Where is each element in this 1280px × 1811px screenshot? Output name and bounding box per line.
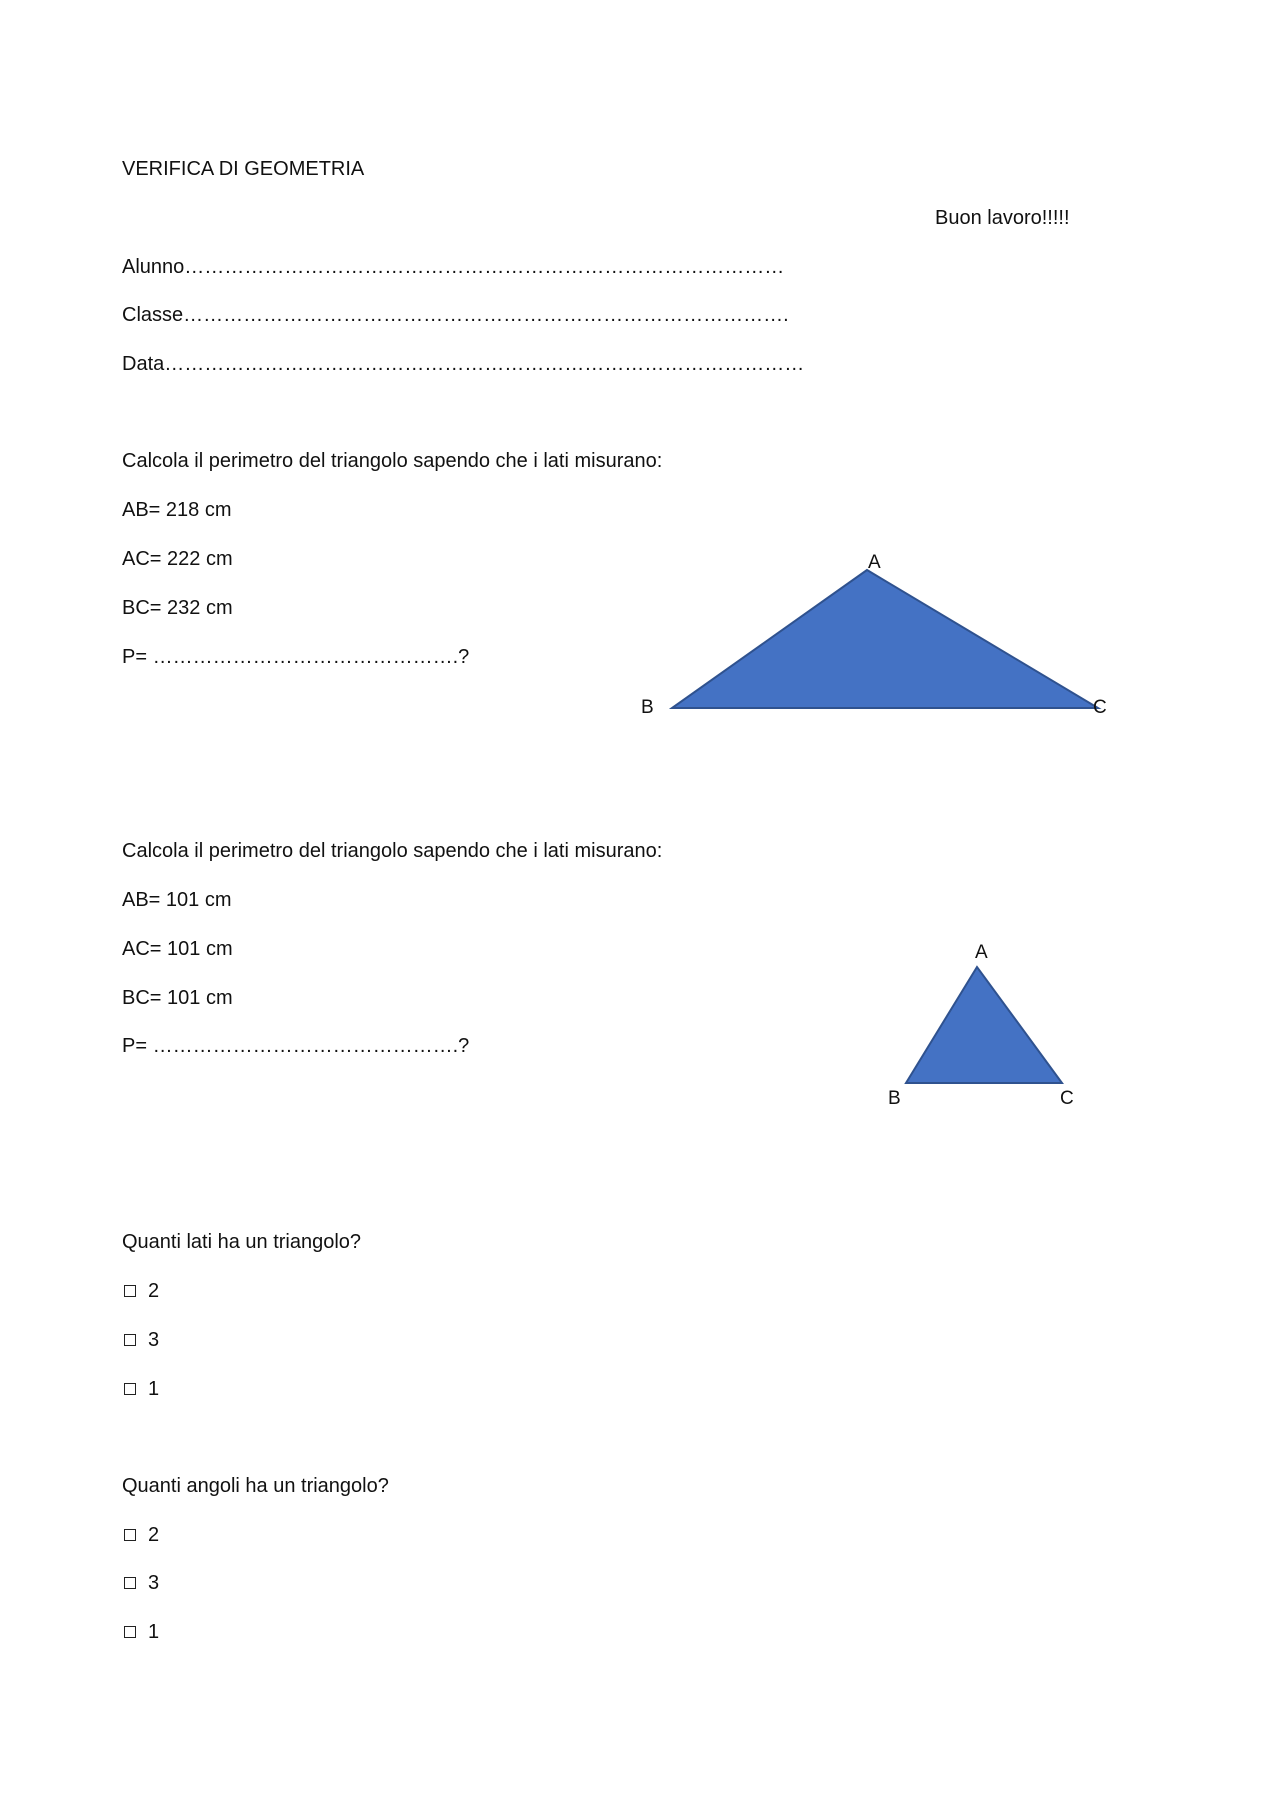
checkbox-icon[interactable]	[124, 1577, 136, 1589]
question-2-text: Quanti angoli ha un triangolo?	[122, 1475, 389, 1497]
triangle-2	[906, 967, 1062, 1083]
field-dots: ……………………………………………………………………………………	[164, 353, 805, 375]
option-label: 2	[148, 1280, 160, 1302]
field-label: Classe	[122, 304, 184, 326]
question-2-option[interactable]	[124, 1571, 159, 1595]
exercise-1-side-ac: AC= 222 cm	[122, 548, 233, 570]
checkbox-icon[interactable]	[124, 1383, 136, 1395]
question-1-option[interactable]	[124, 1328, 159, 1352]
triangle-1	[672, 570, 1098, 708]
triangle-2-vertex-b: B	[888, 1088, 901, 1109]
question-1-option[interactable]	[124, 1377, 159, 1401]
field-dots: ………………………………………………………………………………	[184, 256, 785, 278]
field-dots: ……………………………………………………………………………….	[183, 304, 789, 326]
checkbox-icon[interactable]	[124, 1529, 136, 1541]
exercise-2-side-ab: AB= 101 cm	[122, 889, 232, 911]
question-1-option[interactable]	[124, 1279, 159, 1303]
checkbox-icon[interactable]	[124, 1285, 136, 1297]
field-label: Alunno	[122, 256, 185, 278]
question-2-option[interactable]	[124, 1523, 159, 1547]
exercise-2-side-bc: BC= 101 cm	[122, 987, 233, 1009]
exercise-1-answer[interactable]: P= ……………………………………….?	[122, 646, 470, 668]
field-label: Data	[122, 353, 165, 375]
exercise-2-side-ac: AC= 101 cm	[122, 938, 233, 960]
checkbox-icon[interactable]	[124, 1334, 136, 1346]
option-label: 1	[148, 1621, 160, 1643]
question-1-text: Quanti lati ha un triangolo?	[122, 1231, 362, 1253]
option-label: 3	[148, 1329, 160, 1351]
option-label: 2	[148, 1524, 160, 1546]
checkbox-icon[interactable]	[124, 1626, 136, 1638]
triangle-2-vertex-c: C	[1060, 1088, 1074, 1109]
exercise-1-side-ab: AB= 218 cm	[122, 499, 232, 521]
triangle-1-vertex-a: A	[868, 552, 881, 573]
exercise-1-side-bc: BC= 232 cm	[122, 597, 233, 619]
exercise-2-prompt: Calcola il perimetro del triangolo sapendo che i lati misurano:	[122, 840, 663, 862]
exercise-2-answer[interactable]: P= ……………………………………….?	[122, 1035, 470, 1057]
option-label: 1	[148, 1378, 160, 1400]
greeting: Buon lavoro!!!!!	[935, 207, 1070, 229]
triangle-2-vertex-a: A	[975, 942, 988, 963]
triangle-1-vertex-c: C	[1093, 697, 1107, 718]
triangle-1-vertex-b: B	[641, 697, 654, 718]
document-title: VERIFICA DI GEOMETRIA	[122, 158, 365, 180]
exercise-1-prompt: Calcola il perimetro del triangolo sapendo che i lati misurano:	[122, 450, 663, 472]
question-2-option[interactable]	[124, 1620, 159, 1644]
option-label: 3	[148, 1572, 160, 1594]
